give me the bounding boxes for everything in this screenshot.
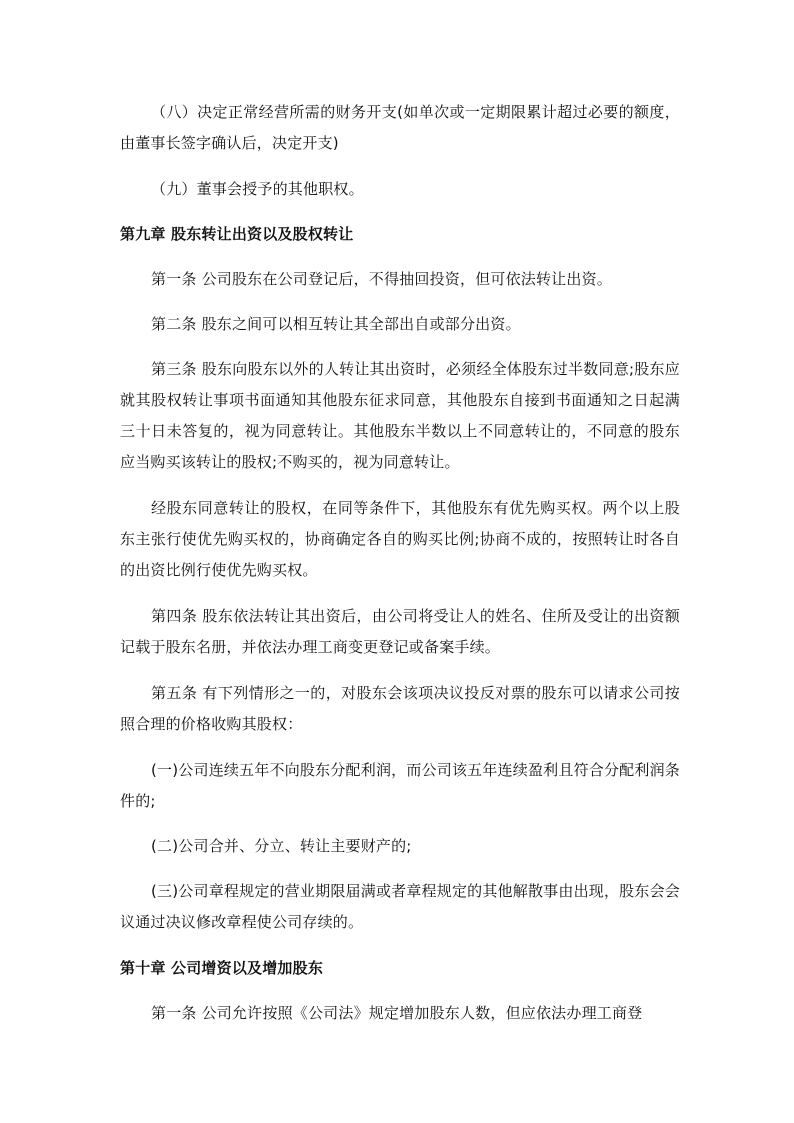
condition-item-1: (一)公司连续五年不向股东分配利润，而公司该五年连续盈利且符合分配利润条件的;: [120, 761, 680, 810]
chapter-9-heading: 第九章 股东转让出资以及股权转让: [120, 225, 354, 243]
preemptive-right-paragraph: 经股东同意转让的股权，在同等条件下，其他股东有优先购买权。两个以上股东主张行使优先购买权的，协商确定各自的购买比例;协商不成的，按照转让时各自的出资比例行使优先购买权。: [120, 499, 680, 579]
condition-item-3: (三)公司章程规定的营业期限届满或者章程规定的其他解散事由出现，股东会会议通过决议修改章程使公司存续的。: [120, 882, 680, 931]
paragraph-item-8: （八）决定正常经营所需的财务开支(如单次或一定期限累计超过必要的额度，由董事长签字确认后，决定开支): [120, 103, 680, 152]
article-5-paragraph: 第五条 有下列情形之一的，对股东会该项决议投反对票的股东可以请求公司按照合理的价格收购其股权：: [120, 684, 680, 733]
chapter-10-article-1-paragraph: 第一条 公司允许按照《公司法》规定增加股东人数，但应依法办理工商登: [151, 1004, 643, 1022]
paragraph-item-9: （九）董事会授予的其他职权。: [151, 180, 364, 198]
condition-item-2: (二)公司合并、分立、转让主要财产的;: [151, 837, 412, 855]
article-1-paragraph: 第一条 公司股东在公司登记后，不得抽回投资，但可依法转让出资。: [151, 270, 612, 288]
article-2-paragraph: 第二条 股东之间可以相互转让其全部出自或部分出资。: [151, 315, 521, 333]
chapter-10-heading: 第十章 公司增资以及增加股东: [120, 959, 324, 977]
article-3-paragraph: 第三条 股东向股东以外的人转让其出资时，必须经全体股东过半数同意;股东应就其股权转让事项书面通知其他股东征求同意，其他股东自接到书面通知之日起满三十日未答复的，视为同意转让。其他股东半数以上不同意转让的，不同意的股东应当购买该转让的股权;不购买的，视为同意转让。: [120, 360, 680, 471]
article-4-paragraph: 第四条 股东依法转让其出资后，由公司将受让人的姓名、住所及受让的出资额记载于股东名册，并依法办理工商变更登记或备案手续。: [120, 607, 680, 656]
